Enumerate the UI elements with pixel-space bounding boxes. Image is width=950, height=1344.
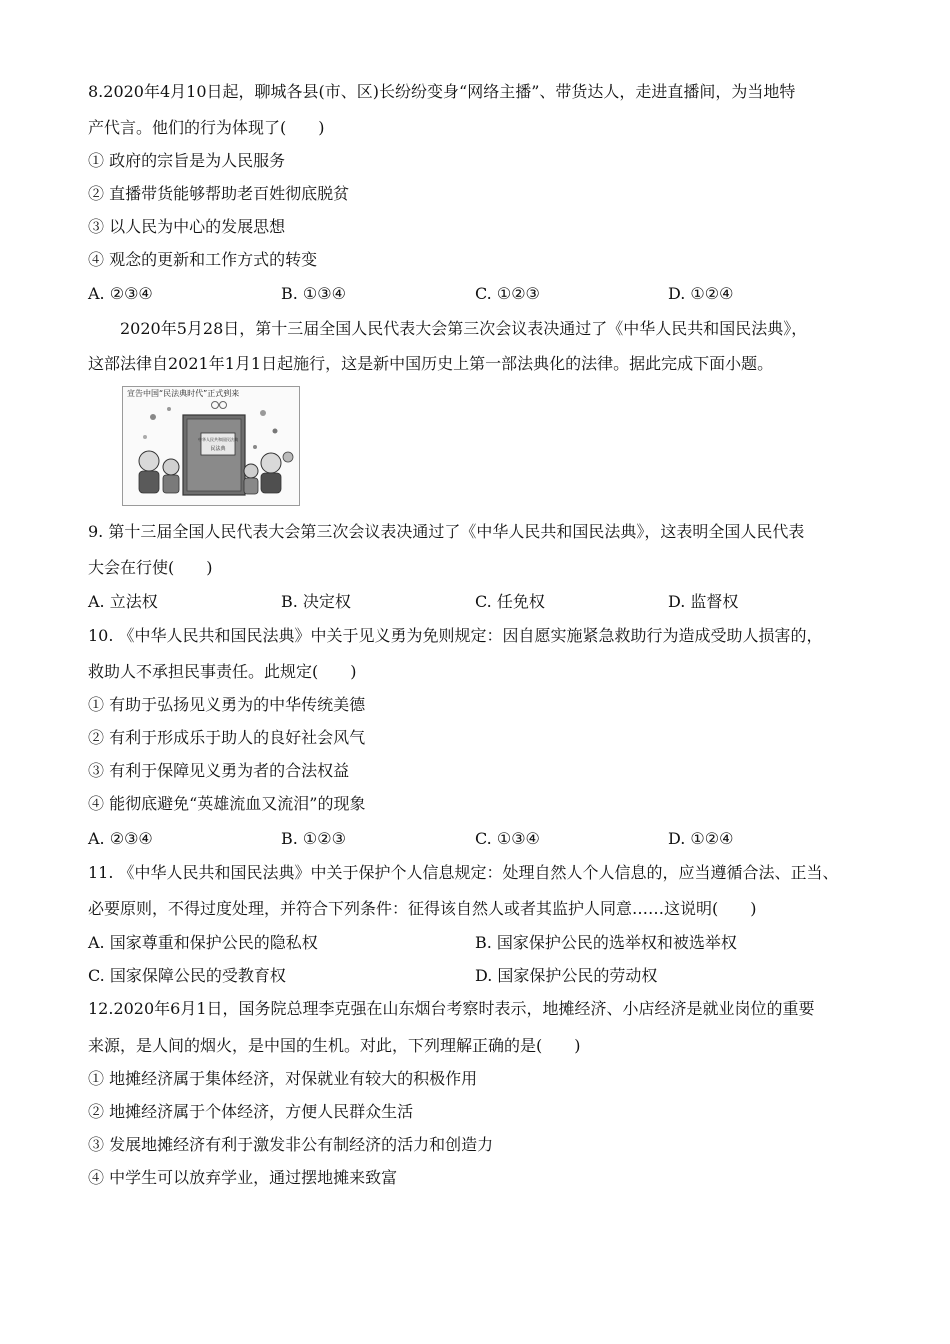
- q9-stem-line1: 9. 第十三届全国人民代表大会第三次会议表决通过了《中华人民共和国民法典》，这表明全国人民代表: [88, 522, 805, 541]
- book-subtitle: 民法典: [210, 446, 226, 452]
- q10-item-1: ① 有助于弘扬见义勇为的中华传统美德: [88, 695, 366, 714]
- q10-item-2: ② 有利于形成乐于助人的良好社会风气: [88, 728, 366, 747]
- q8-option-d: D. ①②④: [668, 284, 734, 303]
- q8-item-1: ① 政府的宗旨是为人民服务: [88, 151, 286, 170]
- q8-item-3: ③ 以人民为中心的发展思想: [88, 217, 286, 236]
- q12-stem-line2: 来源，是人间的烟火，是中国的生机。对此，下列理解正确的是( ): [88, 1036, 581, 1055]
- q12-item-4: ④ 中学生可以放弃学业，通过摆地摊来致富: [88, 1168, 398, 1187]
- q12-item-3: ③ 发展地摊经济有利于激发非公有制经济的活力和创造力: [88, 1135, 494, 1154]
- q12-stem-line1: 12.2020年6月1日，国务院总理李克强在山东烟台考察时表示，地摊经济、小店经济是就业岗位的重要: [88, 999, 815, 1018]
- q10-stem-line2: 救助人不承担民事责任。此规定( ): [88, 662, 357, 681]
- q10-option-a: A. ②③④: [88, 829, 153, 848]
- q9-option-d: D. 监督权: [668, 592, 739, 611]
- q12-item-1: ① 地摊经济属于集体经济，对保就业有较大的积极作用: [88, 1069, 478, 1088]
- q8-item-2: ② 直播带货能够帮助老百姓彻底脱贫: [88, 184, 350, 203]
- q10-option-b: B. ①②③: [281, 829, 346, 848]
- q12-item-2: ② 地摊经济属于个体经济，方便人民群众生活: [88, 1102, 414, 1121]
- q11-option-d: D. 国家保护公民的劳动权: [475, 966, 658, 985]
- q8-option-b: B. ①③④: [281, 284, 346, 303]
- q11-stem-line2: 必要原则，不得过度处理，并符合下列条件：征得该自然人或者其监护人同意……这说明( ): [88, 899, 757, 918]
- q11-option-c: C. 国家保障公民的受教育权: [88, 966, 286, 985]
- q10-item-3: ③ 有利于保障见义勇为者的合法权益: [88, 761, 350, 780]
- book-title: 中华人民共和国民法典: [198, 437, 238, 442]
- q9-option-c: C. 任免权: [475, 592, 545, 611]
- q8-stem-line2: 产代言。他们的行为体现了( ): [88, 118, 325, 137]
- q10-option-d: D. ①②④: [668, 829, 734, 848]
- q11-option-b: B. 国家保护公民的选举权和被选举权: [475, 933, 737, 952]
- q10-option-c: C. ①③④: [475, 829, 540, 848]
- cartoon-illustration-icon: [123, 387, 299, 505]
- q11-option-a: A. 国家尊重和保护公民的隐私权: [88, 933, 318, 952]
- q8-item-4: ④ 观念的更新和工作方式的转变: [88, 250, 318, 269]
- q8-option-a: A. ②③④: [88, 284, 153, 303]
- q8-stem-line1: 8.2020年4月10日起，聊城各县(市、区)长纷纷变身“网络主播”、带货达人，走进直播间，为当地特: [88, 82, 796, 101]
- q8-option-c: C. ①②③: [475, 284, 540, 303]
- q9-stem-line2: 大会在行使( ): [88, 558, 213, 577]
- civil-code-cartoon: [122, 386, 300, 506]
- figure-caption: 宣告中国“民法典时代”正式到来: [127, 389, 240, 398]
- q10-stem-line1: 10. 《中华人民共和国民法典》中关于见义勇为免则规定：因自愿实施紧急救助行为造成受助人损害的，: [88, 626, 823, 645]
- q9-option-b: B. 决定权: [281, 592, 351, 611]
- material-line1: 2020年5月28日，第十三届全国人民代表大会第三次会议表决通过了《中华人民共和国民法典》，: [120, 319, 808, 338]
- q11-stem-line1: 11. 《中华人民共和国民法典》中关于保护个人信息规定：处理自然人个人信息的，应当遵循合法、正当、: [88, 863, 839, 882]
- material-line2: 这部法律自2021年1月1日起施行，这是新中国历史上第一部法典化的法律。据此完成下面小题。: [88, 354, 774, 373]
- q10-item-4: ④ 能彻底避免“英雄流血又流泪”的现象: [88, 794, 366, 813]
- q9-option-a: A. 立法权: [88, 592, 158, 611]
